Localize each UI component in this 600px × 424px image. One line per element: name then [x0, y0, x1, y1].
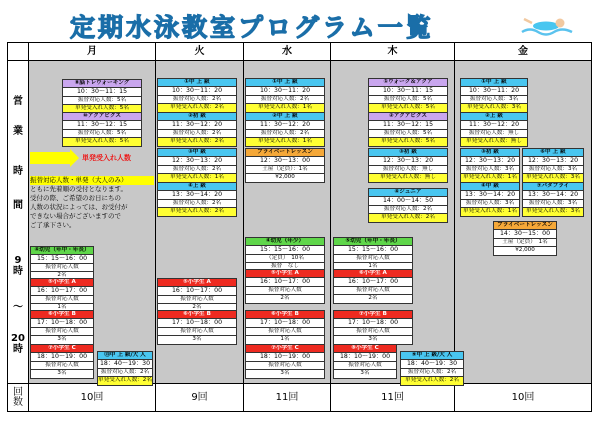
label-tilde: ～ [13, 302, 23, 313]
swimmer-icon [520, 14, 575, 38]
legend-label: 単発受入れ人数 [82, 154, 131, 162]
class-block[interactable]: ④上 級 13：30～14：20 振替対応人数：2名 単発受入れ人数：2名 [157, 182, 237, 217]
header-thu: 木 [331, 43, 455, 61]
class-block[interactable]: ②初 級 11：30～12：20 振替対応人数：2名 単発受入れ人数：2名 [157, 112, 237, 147]
class-block[interactable]: ⑬中 上 級/大 人 18：40～19：30 振替対応人数：2名 単発受入れ人数：2名 [97, 351, 153, 386]
class-block[interactable]: ⑧小学生 C 18：10～19：00 振替対応人数 3名 [333, 344, 397, 379]
class-block[interactable]: ⑤幼児（年中・年長） 15：15～16：00 振替対応人数 1名 [333, 237, 413, 272]
class-block[interactable]: ④幼児（年少） 15：15～16：00 （定員） 10名 振替 なし [245, 237, 325, 272]
title-bar [0, 2, 600, 42]
class-block[interactable]: ⑨中 上 級/大 人 18：40～19：30 振替対応人数：2名 単発受入れ人数：2名 [400, 351, 464, 386]
count-label: 回 数 [8, 384, 29, 412]
class-block[interactable]: ④中 級 13：30～14：20 振替対応人数：3名 単発受入れ人数：1名 [460, 182, 520, 217]
class-block[interactable]: ⑩アクアビクス 11：30～12：15 振替対応人数：5名 単発受入れ人数：5名 [62, 112, 142, 147]
class-block[interactable]: ⑤小学生 A 16：10～17：00 振替対応人数 2名 [157, 278, 237, 313]
class-block[interactable]: ⑥小学生 B 17：10～18：00 振替対応人数 3名 [30, 310, 94, 345]
class-block[interactable]: ②アクアビクス 11：30～12：15 振替対応人数：5名 単発受入れ人数：5名 [368, 112, 448, 147]
label-9ji: 9時 [13, 255, 23, 277]
count-wed: 11回 [244, 384, 331, 412]
class-block[interactable]: ⑤小学生 A 16：10～17：00 振替対応人数 1名 [30, 278, 94, 313]
class-block[interactable]: ⑦小学生 B 17：10～18：00 振替対応人数 3名 [333, 310, 413, 345]
class-block[interactable]: ④ジュニア 14：00～14：50 振替対応人数：2名 単発受入れ人数：2名 [368, 188, 448, 223]
label-20ji: 20時 [11, 333, 25, 355]
label-column [8, 61, 29, 383]
class-block[interactable]: ⑦バタフライ 13：30～14：20 振替対応人数：3名 単発受入れ人数：3名 [522, 182, 584, 217]
class-block[interactable]: ④幼児（年中・年長） 15：15～16：00 振替対応人数 2名 [30, 246, 94, 281]
class-block[interactable]: ③初 級 12：30～13：20 振替対応人数：無し 単発受入れ人数：無し [368, 148, 448, 183]
label-ei: 営 [13, 96, 23, 107]
header-wed: 水 [244, 43, 331, 61]
label-gyo: 業 [13, 126, 23, 137]
class-block[interactable]: ⑦小学生 C 18：10～19：00 振替対応人数 3名 [245, 344, 325, 379]
class-block[interactable]: ⑥小学生 B 17：10～18：00 振替対応人数 3名 [157, 310, 237, 345]
class-block[interactable]: プライベートレッスン 12：30～13：00 土屋（定員）：1名 ¥2,000 [245, 148, 325, 183]
legend-text: 振替対応人数・単発（大人のみ） ともに先着順の受付となります。 受付の際、ご希望のお日にちの 人数の状況によっては、お受付が できない場合がございますので ご了承下さい。 [30, 176, 154, 230]
class-block[interactable]: ②上 級 11：30～12：20 振替対応人数：無し 単発受入れ人数：無し [460, 112, 528, 147]
count-tue: 9回 [156, 384, 244, 412]
class-block[interactable]: ①中 上 級 10：30～11：20 振替対応人数：2名 単発受入れ人数：2名 [157, 78, 237, 113]
label-kan: 間 [13, 200, 23, 211]
class-block[interactable]: プライベートレッスン 14：30～15：00 土屋（定員） 1名 ¥2,000 [493, 221, 557, 256]
header-tue: 火 [156, 43, 244, 61]
class-block[interactable]: ①中 上 級 10：30～11：20 振替対応人数：2名 単発受入れ人数：1名 [245, 78, 325, 113]
header-blank [8, 43, 29, 61]
class-block[interactable]: ⑧脳トレウォーキング 10：30～11：15 振替対応人数：5名 単発受入れ人数：5名 [62, 79, 142, 114]
label-ji: 時 [13, 166, 23, 177]
count-thu: 11回 [331, 384, 455, 412]
count-mon: 10回 [29, 384, 156, 412]
page-title: 定期水泳教室プログラム一覧 [70, 13, 434, 42]
class-block[interactable]: ⑥小学生 A 16：10～17：00 振替対応人数 2名 [333, 269, 413, 304]
count-fri: 10回 [511, 392, 535, 403]
class-block[interactable]: ⑥中 上 級 12：30～13：20 振替対応人数：3名 単発受入れ人数：3名 [522, 148, 584, 183]
header-mon: 月 [29, 43, 156, 61]
class-block[interactable]: ②中 上 級 11：30～12：20 振替対応人数：2名 単発受入れ人数：1名 [245, 112, 325, 147]
class-block[interactable]: ③中 級 12：30～13：20 振替対応人数：2名 単発受入れ人数：1名 [157, 148, 237, 183]
class-block[interactable]: ①中 上 級 10：30～11：20 振替対応人数：3名 単発受入れ人数：3名 [460, 78, 528, 113]
class-block[interactable]: ③初 級 12：30～13：20 振替対応人数：3名 単発受入れ人数：1名 [460, 148, 520, 183]
class-block[interactable]: ⑤小学生 A 16：10～17：00 振替対応人数 2名 [245, 269, 325, 304]
class-block[interactable]: ①ウォーク＆アクア 10：30～11：15 振替対応人数：5名 単発受入れ人数：5名 [368, 78, 448, 113]
header-fri: 金 [455, 43, 591, 61]
class-block[interactable]: ⑦小学生 C 18：10～19：00 振替対応人数 3名 [30, 344, 94, 379]
count-row [8, 383, 591, 412]
arrow-icon [30, 152, 70, 164]
class-block[interactable]: ⑥小学生 B 17：10～18：00 振替対応人数 1名 [245, 310, 325, 345]
